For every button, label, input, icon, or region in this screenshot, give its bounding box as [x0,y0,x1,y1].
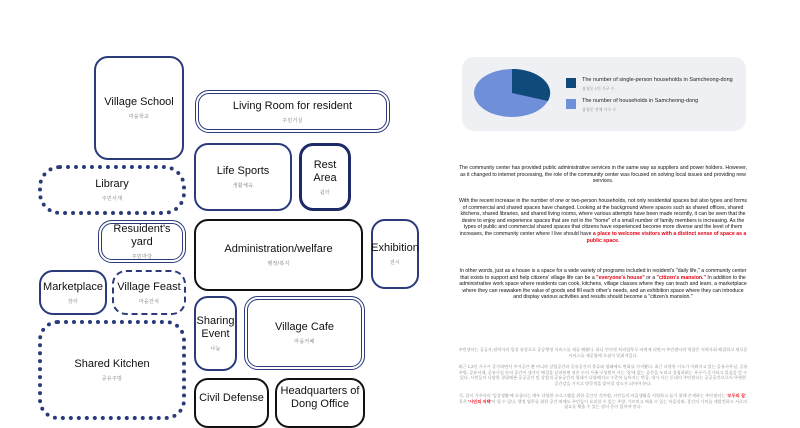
village-school-label: Village School [104,96,174,108]
paragraph-3-text-a: In other words, just as a house is a space for a wide variety of programs included in resident's "daily life," a community center that exists to support and help citizens' village life can be a [459,268,747,281]
korean-paragraph-2: 최근 1,2인 가구가 증가하면서 주거공간 뿐 아니라 상업공간과 공유공간의 종류와 형태에도 변화를 가져왔다. 최근 다양한 시도가 이뤄지고 있는 공유사무실, 공유주방, 공유서재, 공유거실 등의 공간이 생겨난 배경을 살펴보면 적은 수의 가족 구성원이 사는 '집'에 없는 공간을 누리고 경험하려는 욕구가 증가하고 있음을 알 수 있다. 시민들이 다양한 경험해본 공공공간 및 상업적 공유공간의 형태가 다양해지고 수준이 높아지는 만큼, 내가 사는 동네의 주민센터는 공공공간으로서 뚜렷한 공간감을 가지고 방문객을 맞이할 장소가 되어야 한다. [458,364,748,386]
village-feast-sublabel: 마을잔치 [138,298,160,305]
rest-area-box [299,143,351,211]
exhibition-sublabel: 전시 [389,260,401,266]
administration-welfare-box [194,219,363,291]
korean-paragraph-3-text-a: 즉, 집이 거주자의 '일상생활'에 포함되는 매우 다양한 프로그램을 위한 공간인 것처럼, 시민들의 마을생활을 지원하고 돕기 위해 존재하는 주민센터는 [458,393,727,398]
village-school-box [94,56,184,160]
exhibition-box [371,219,419,289]
headquarters-box [275,378,365,428]
legend-swatch-single-person [566,78,576,88]
legend-label-single-person: The number of single-person households in Samcheong-dong [582,77,733,83]
civil-defense-label: Civil Defense [199,392,264,404]
village-cafe-sublabel: 마을카페 [294,339,315,345]
administration-welfare-label: Administration/welfare [224,243,333,255]
administration-welfare-sublabel: 행정/복지 [267,261,290,267]
village-school-sublabel: 마을학교 [128,114,150,120]
pie-chart [468,65,558,125]
sharing-event-label: Sharing Event [196,315,235,340]
village-feast-box [112,270,186,315]
legend-swatch-households [566,99,576,109]
life-sports-box [194,143,292,211]
pie-chart-card [462,57,746,131]
library-box [38,165,186,215]
sharing-event-box [194,296,237,371]
korean-paragraph-3 [458,393,748,410]
paragraph-3-text-b: or a [644,274,657,281]
shared-kitchen-box [38,320,186,420]
paragraph-3 [458,268,748,301]
paragraph-3-highlight-b: "citizen's mansion." [656,274,706,281]
paragraph-2-text: With the recent increase in the number of one or two-person households, not only residential spaces but also types and forms of commercial and shared spaces have changed. Looking at the background where spaces such as shared offices, shared kitchens, shared libraries, and shared living rooms, where various attempts have been made recently, it can be seen that the desire to enjoy and experience spaces that are not in the "home" of a small number of family members is increasing. As the types of public and commercial shared spaces that citizens have experienced become more diverse and the level of them increases, the community center where I live should have [458,198,748,237]
paragraph-1: The community center has provided public administrative services in the same way as suppliers and power holders. However, as it changed to internet processing, the role of the community center was focused on solving local issues and providing new services. [458,165,748,185]
legend-label-households: The number of households in Samcheong-dong [582,98,699,104]
korean-paragraph-3-text-b: , 혹은 [458,393,748,404]
marketplace-label: Marketplace [43,280,103,293]
legend-sublabel-households: 삼청동 전체 가구 수 [582,107,617,112]
village-feast-label: Village Feast [117,280,181,293]
residents-yard-label: Resuident's yard [113,223,171,248]
living-room-sublabel: 주민거실 [282,117,303,124]
living-room-box [195,90,390,133]
korean-paragraph-3-highlight-b: '시민의 저택' [468,398,492,404]
paragraph-2 [458,198,748,244]
korean-paragraph-3-text-c: 이 될 수 있다. 행정 업무를 위한 공간 외에도 주민들이 요리할 수 있는 주방, 가르치고 배울 수 있는 마을강좌, 물건의 가치를 재발견하고 서로의 필요를 채울 수 있는 장터 등이 있어야 한다. [491,398,748,410]
headquarters-label: Headquarters of Dong Office [280,385,360,410]
sharing-event-sublabel: 나눔 [210,346,221,352]
village-cafe-label: Village Cafe [274,321,335,333]
korean-paragraph-3-highlight-a: '모두의 집' [726,393,746,398]
library-label: Library [95,178,129,190]
marketplace-box [39,270,107,315]
paragraph-3-text-c: In addition to the administrative work space where residents can cook, kitchens, village classes where they can teach and learn, a marketplace where they can reawaken the value of goods and fill each other's needs, and an exhibition space where they can introduce and display various activities and results should become a "citizen's mansion." [459,274,747,301]
shared-kitchen-sublabel: 공유주방 [101,376,123,382]
life-sports-label: Life Sports [216,165,270,177]
legend-item-single-person [566,77,733,92]
paragraph-2-highlight: a place to welcome visitors with a distinct sense of space as a public space. [586,230,747,244]
shared-kitchen-label: Shared Kitchen [74,358,150,370]
legend-item-households [566,98,698,113]
rest-area-label: Rest Area [313,158,337,184]
legend-sublabel-single-person: 삼청동 1인 가구 수 [582,86,615,91]
marketplace-sublabel: 장터 [67,298,79,305]
village-cafe-box [244,296,365,370]
korean-paragraph-1: 주민센터는 공급자,권력자의 입장 유성으로 공공행정 서비스를 제공 해왔다. 하니 인터넷 처리업무로 바뀌게 되면서 주민센터의 역할은 지역사회 해결하고 새로운 서비스를 제공함에 초점이 맞춰져있다. [458,347,748,358]
paragraph-3-highlight-a: "everyone's house" [596,274,645,281]
residents-yard-box [98,220,186,263]
rest-area-sublabel: 쉼터 [319,189,331,196]
residents-yard-sublabel: 주민마당 [131,254,153,260]
living-room-label: Living Room for resident [232,99,353,112]
exhibition-label: Exhibition [371,242,419,254]
life-sports-sublabel: 생활체육 [232,183,254,189]
civil-defense-box [194,378,269,428]
library-sublabel: 주민서재 [101,196,123,202]
